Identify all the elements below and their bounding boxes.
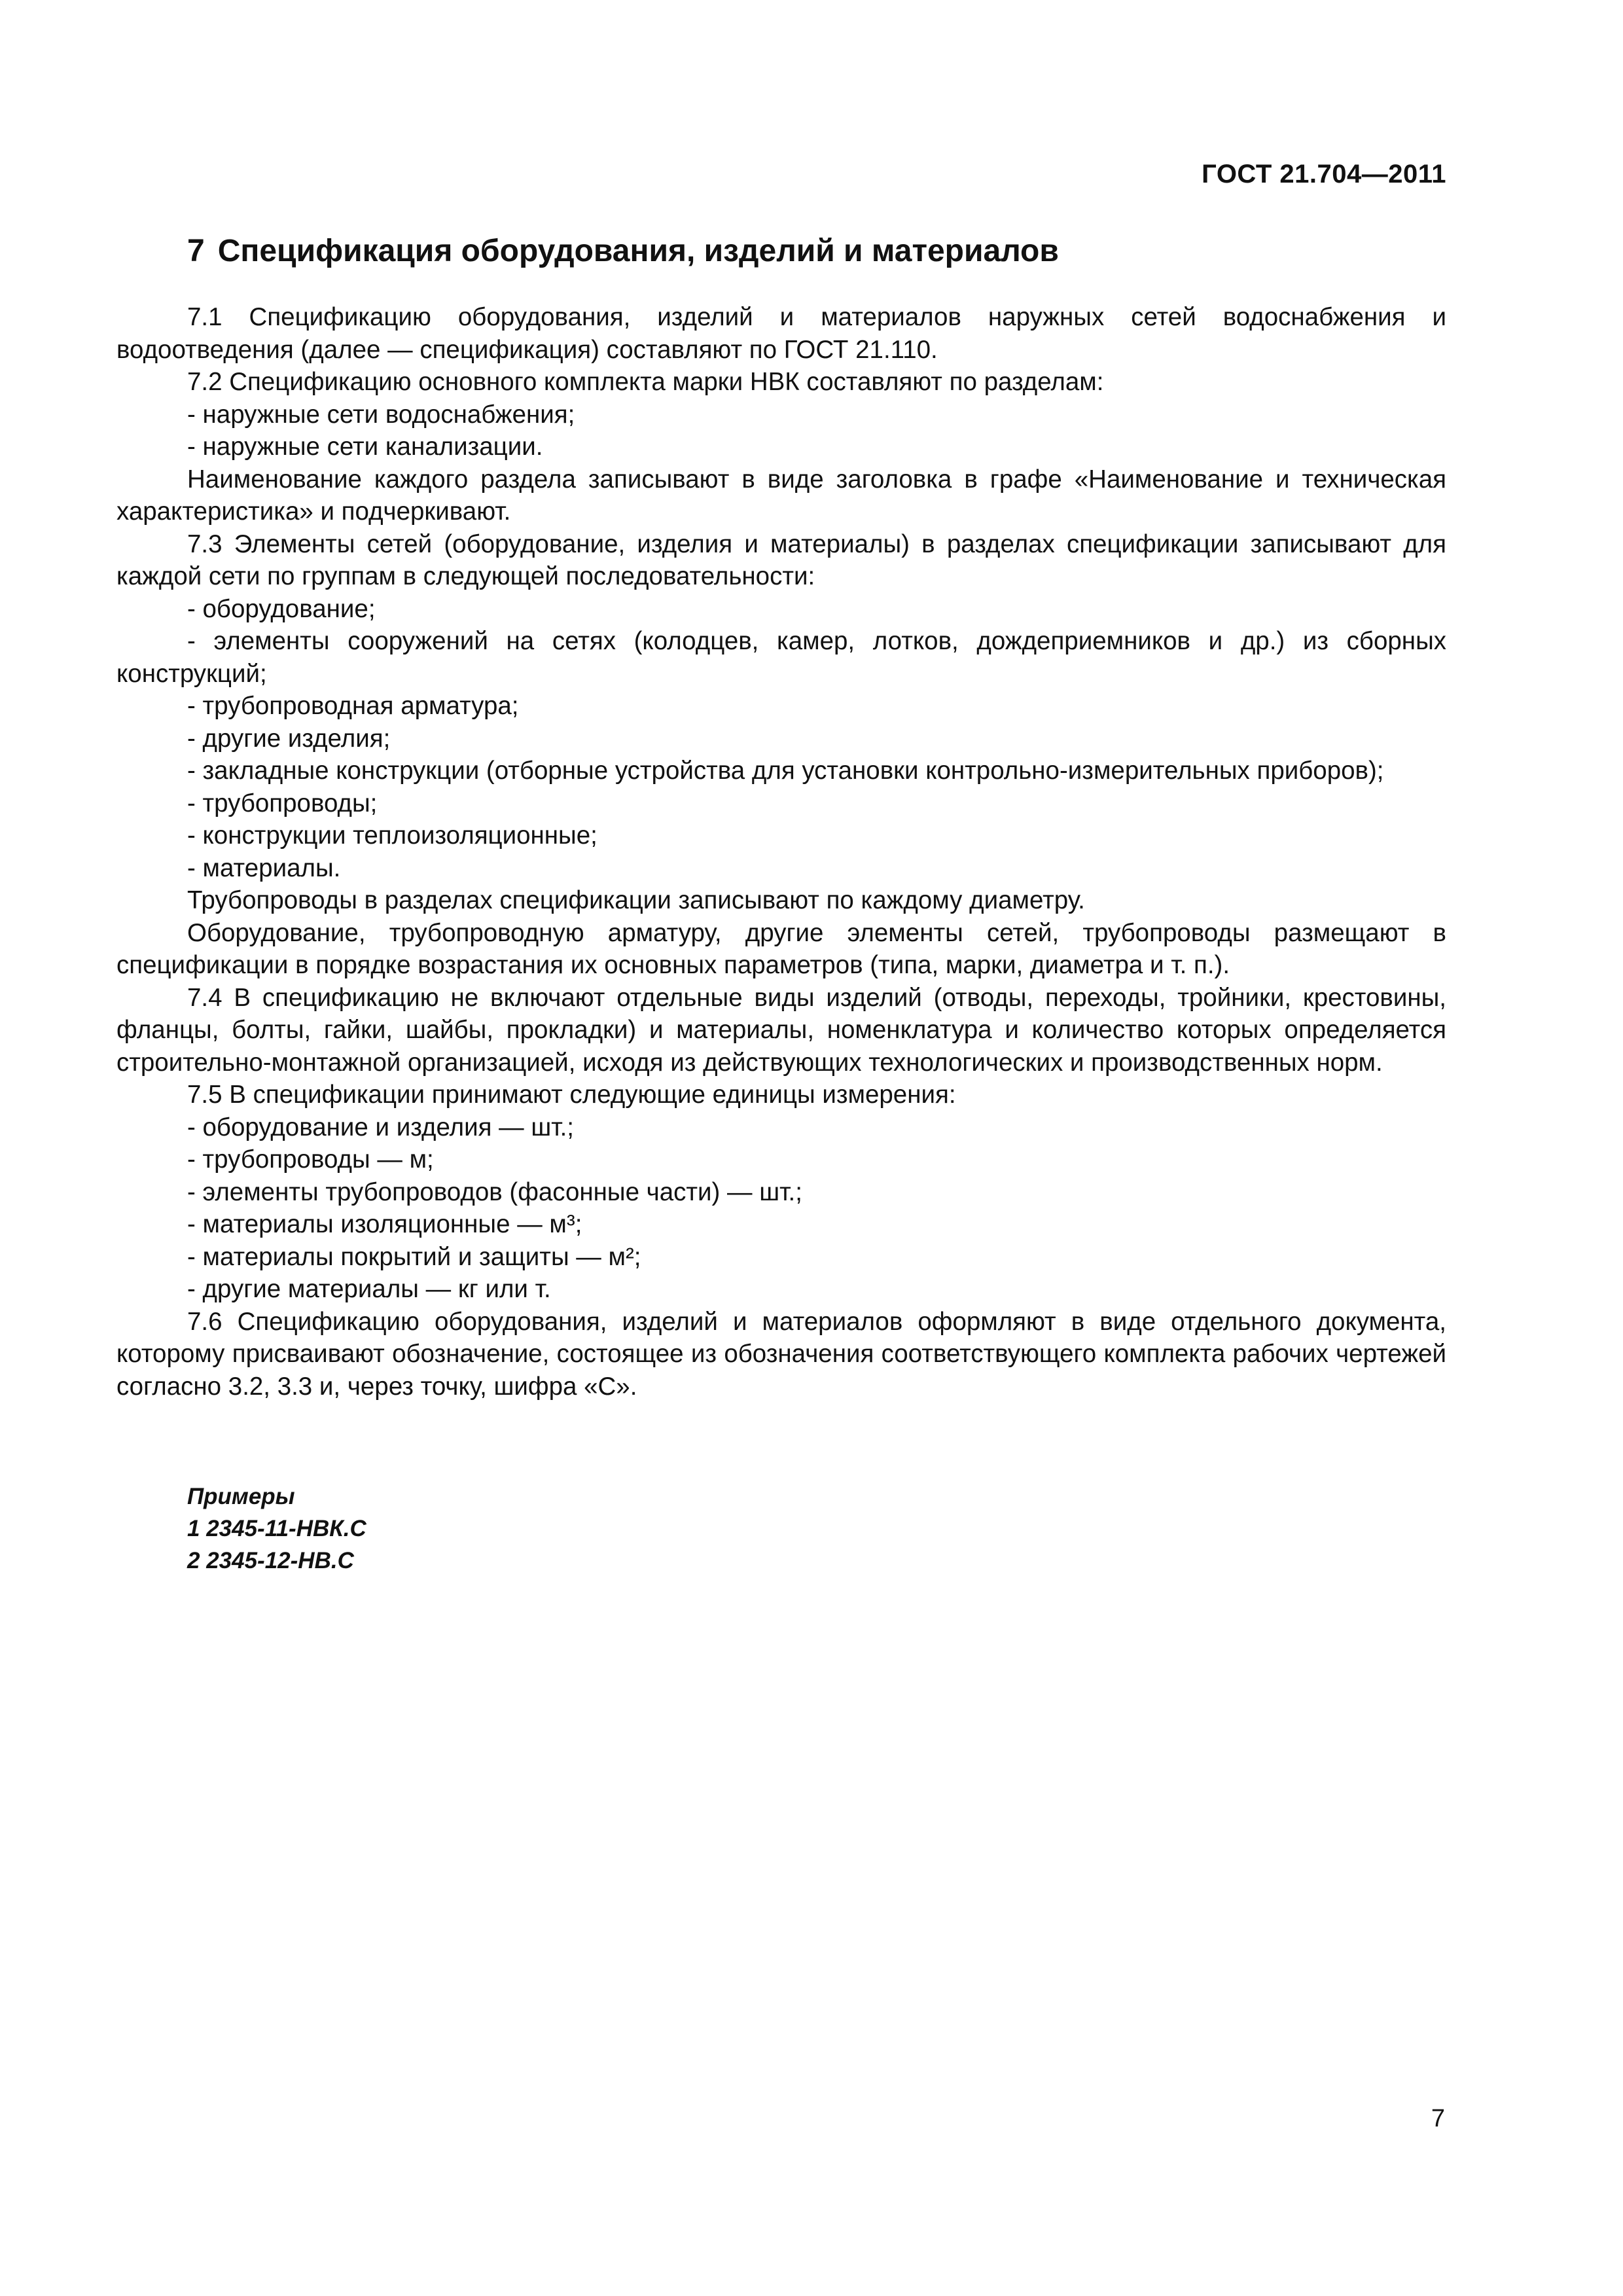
list-item: - конструкции теплоизоляционные; bbox=[187, 821, 597, 850]
paragraph-7-3: 7.3 Элементы сетей (оборудование, изделия и материалы) в разделах спецификации записывают для каждой сети по группам в следующей последовательности: bbox=[116, 529, 1446, 590]
section-title-text: Спецификация оборудования, изделий и материалов bbox=[217, 234, 1059, 268]
paragraph-7-6: 7.6 Спецификацию оборудования, изделий и материалов оформляют в виде отдельного документа, которому присваивают обозначение, состоящее из обозначения соответствующего комплекта рабочих чертежей согласно 3.2, 3.3 и, через точку, шифра «С». bbox=[116, 1307, 1446, 1401]
example-item: 2 2345-12-НВ.С bbox=[187, 1548, 354, 1573]
list-item: - оборудование; bbox=[187, 594, 376, 623]
list-item: - элементы сооружений на сетях (колодцев, камер, лотков, дождеприемников и др.) из сборных конструкций; bbox=[116, 627, 1446, 688]
list-item: - материалы. bbox=[187, 853, 341, 882]
header-doc-code: ГОСТ 21.704—2011 bbox=[1202, 160, 1446, 188]
examples-heading: Примеры bbox=[187, 1484, 295, 1509]
paragraph-7-1: 7.1 Спецификацию оборудования, изделий и материалов наружных сетей водоснабжения и водоотведения (далее — спецификация) составляют по ГОСТ 21.110. bbox=[116, 303, 1446, 364]
paragraph-7-4: 7.4 В спецификацию не включают отдельные виды изделий (отводы, переходы, тройники, крестовины, фланцы, болты, гайки, шайбы, прокладки) и материалы, номенклатура и количество которых определяется строительно-монтажной организацией, исходя из действующих технологических и производственных норм. bbox=[116, 983, 1446, 1077]
page-number: 7 bbox=[1431, 2105, 1445, 2132]
list-item: - трубопроводы; bbox=[187, 789, 378, 817]
list-item: - закладные конструкции (отборные устройства для установки контрольно-измерительных приборов); bbox=[187, 757, 1384, 785]
section-body bbox=[116, 301, 1446, 1403]
list-item: - другие материалы — кг или т. bbox=[187, 1275, 551, 1303]
list-item: - наружные сети канализации. bbox=[187, 433, 543, 461]
paragraph-pipelines: Трубопроводы в разделах спецификации записывают по каждому диаметру. bbox=[187, 886, 1085, 914]
section-number: 7 bbox=[187, 234, 205, 268]
paragraph-7-2: 7.2 Спецификацию основного комплекта марки НВК составляют по разделам: bbox=[187, 368, 1104, 396]
section-title bbox=[187, 233, 1059, 269]
list-item: - элементы трубопроводов (фасонные части) — шт.; bbox=[187, 1177, 802, 1206]
list-item: - материалы изоляционные — м³; bbox=[187, 1210, 582, 1238]
list-item: - наружные сети водоснабжения; bbox=[187, 400, 575, 429]
paragraph-section-heading-rule: Наименование каждого раздела записывают в виде заголовка в графе «Наименование и техническая характеристика» и подчеркивают. bbox=[116, 465, 1446, 526]
paragraph-7-5: 7.5 В спецификации принимают следующие единицы измерения: bbox=[187, 1081, 956, 1109]
example-item: 1 2345-11-НВК.С bbox=[187, 1516, 366, 1541]
list-item: - трубопроводы — м; bbox=[187, 1145, 434, 1174]
list-item: - материалы покрытий и защиты — м²; bbox=[187, 1242, 641, 1271]
list-item: - оборудование и изделия — шт.; bbox=[187, 1113, 574, 1141]
list-item: - трубопроводная арматура; bbox=[187, 692, 519, 720]
paragraph-ordering: Оборудование, трубопроводную арматуру, другие элементы сетей, трубопроводы размещают в спецификации в порядке возрастания их основных параметров (типа, марки, диаметра и т. п.). bbox=[116, 918, 1446, 979]
list-item: - другие изделия; bbox=[187, 724, 391, 753]
examples-block bbox=[187, 1480, 366, 1577]
